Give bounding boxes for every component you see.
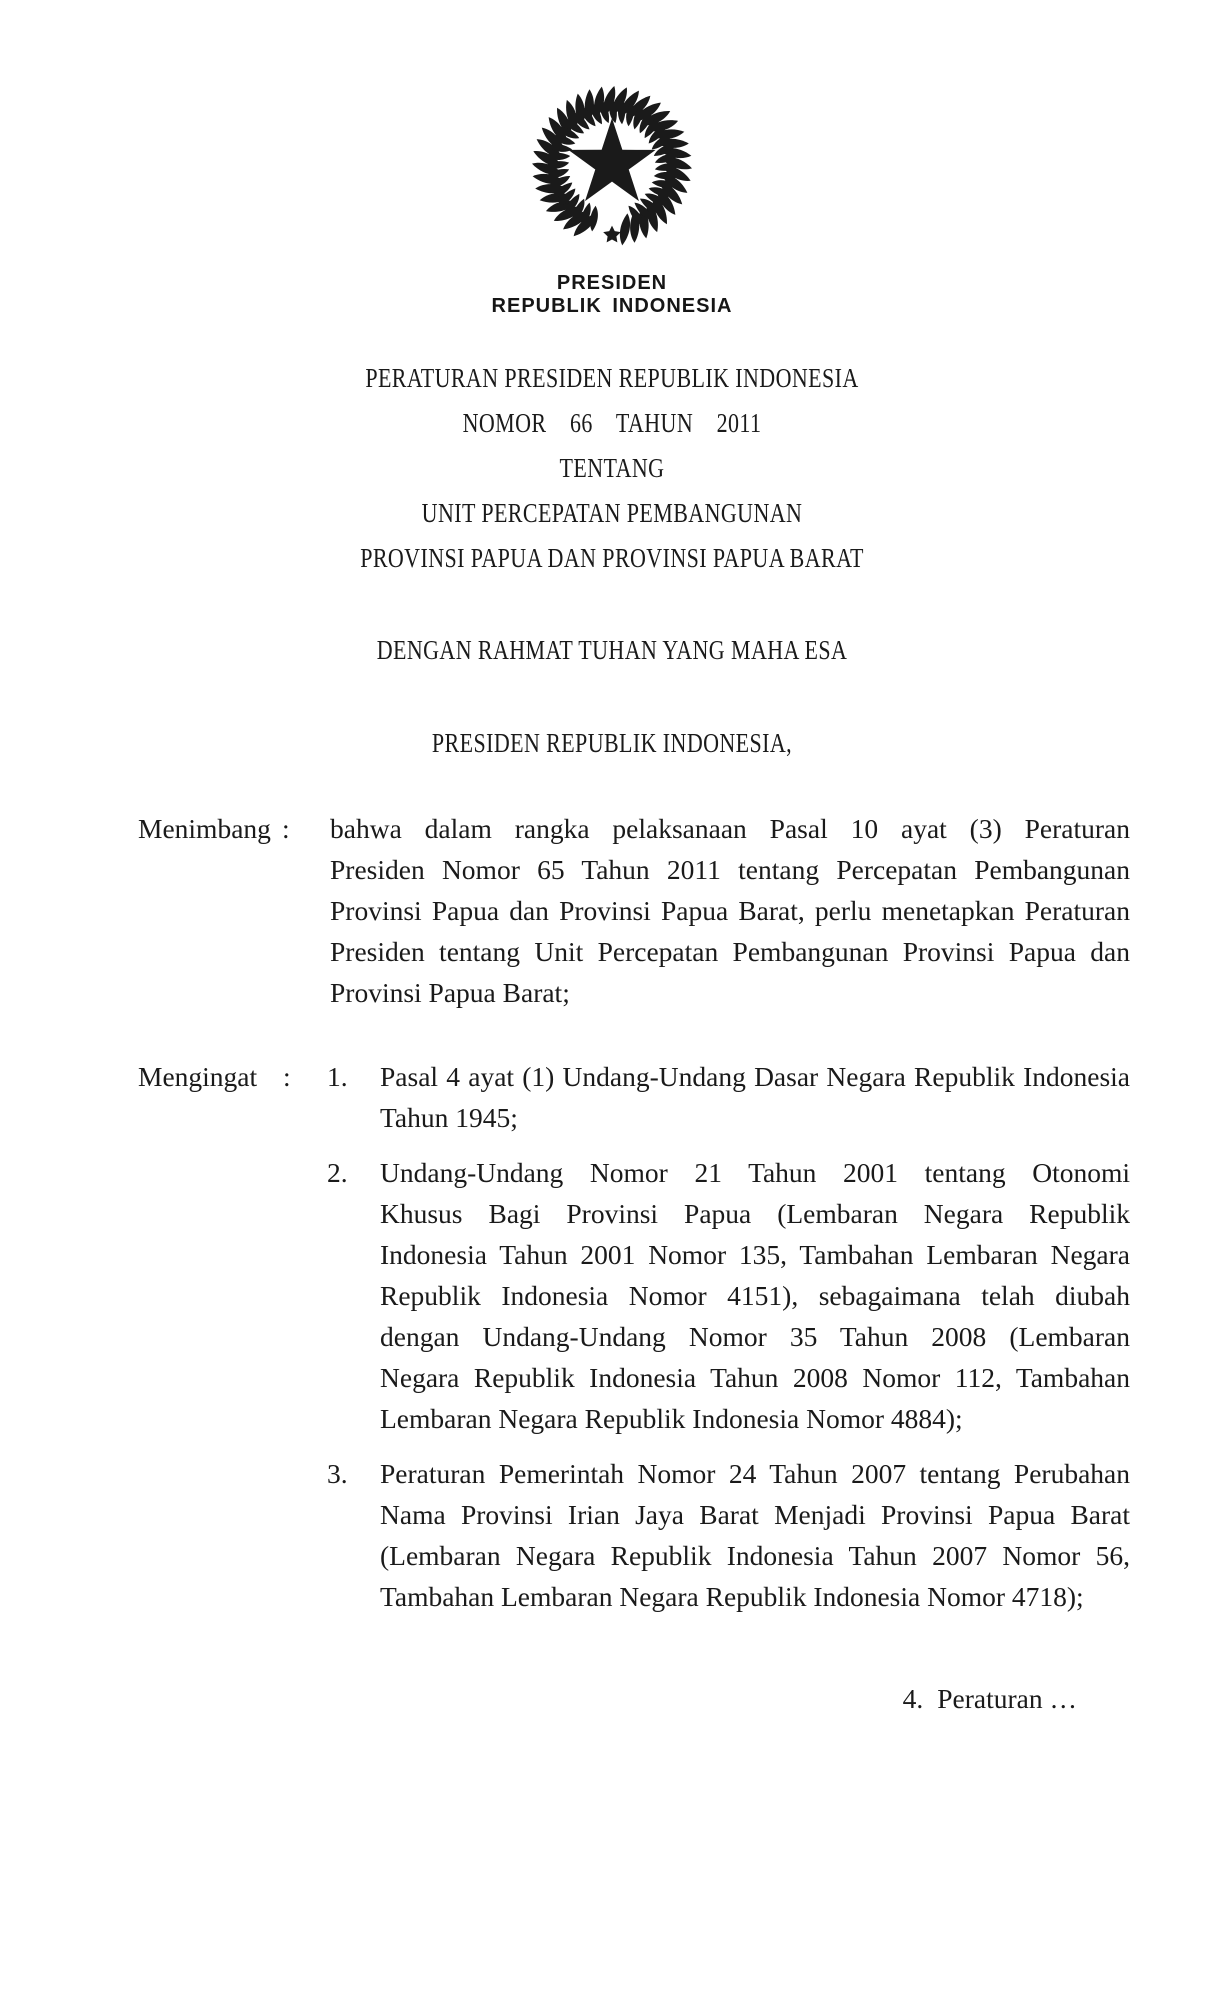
invocation-line: DENGAN RAHMAT TUHAN YANG MAHA ESA (376, 634, 848, 665)
text-line: Provinsi Papua dan Provinsi Papua Barat, perlu menetapkan Peraturan (330, 895, 1130, 926)
mengingat-items (327, 1056, 1130, 1617)
text-line: Indonesia Tahun 2001 Nomor 135, Tambahan Lembaran Negara (380, 1239, 1130, 1270)
enacting-block (0, 720, 1224, 765)
list-item-number: 1. (327, 1061, 348, 1092)
title-block (0, 355, 1224, 580)
mengingat-section (138, 1056, 1130, 1617)
text-line: dengan Undang-Undang Nomor 35 Tahun 2008 (Lembaran (380, 1321, 1130, 1352)
invocation-block (0, 627, 1224, 672)
list-item-number: 3. (327, 1458, 348, 1489)
text-line: Lembaran Negara Republik Indonesia Nomor 4884); (380, 1403, 963, 1434)
text-line: Negara Republik Indonesia Tahun 2008 Nomor 112, Tambahan (380, 1362, 1130, 1393)
text-line: Nama Provinsi Irian Jaya Barat Menjadi Provinsi Papua Barat (380, 1499, 1130, 1530)
letterhead-line2: REPUBLIK INDONESIA (491, 295, 733, 317)
letterhead (0, 272, 1224, 318)
presidential-emblem-icon (524, 80, 700, 252)
menimbang-colon: : (282, 813, 290, 844)
wreath-knot-icon (603, 226, 621, 243)
mengingat-label: Mengingat (138, 1061, 258, 1092)
title-line-subject-1: UNIT PERCEPATAN PEMBANGUNAN (421, 497, 803, 528)
text-line: Undang-Undang Nomor 21 Tahun 2001 tentang Otonomi (380, 1157, 1130, 1188)
list-item-text (380, 1056, 1130, 1138)
list-item-number: 2. (327, 1157, 348, 1188)
letterhead-line1: PRESIDEN (556, 272, 668, 294)
text-line: Tambahan Lembaran Negara Republik Indonesia Nomor 4718); (380, 1581, 1084, 1612)
mengingat-colon: : (283, 1061, 291, 1092)
text-line: Tahun 1945; (380, 1102, 518, 1133)
list-item-text (380, 1152, 1130, 1439)
text-line: (Lembaran Negara Republik Indonesia Tahun 2007 Nomor 56, (380, 1540, 1130, 1571)
catchword-text: Peraturan … (937, 1683, 1077, 1714)
text-line: Pasal 4 ayat (1) Undang-Undang Dasar Negara Republik Indonesia (380, 1061, 1130, 1092)
text-line: Presiden tentang Unit Percepatan Pembangunan Provinsi Papua dan (330, 936, 1130, 967)
text-line: Republik Indonesia Nomor 4151), sebagaimana telah diubah (380, 1280, 1130, 1311)
title-line-regulation: PERATURAN PRESIDEN REPUBLIK INDONESIA (365, 362, 859, 393)
title-line-tentang: TENTANG (559, 452, 665, 483)
text-line: Provinsi Papua Barat; (330, 977, 570, 1008)
title-line-number: NOMOR 66 TAHUN 2011 (462, 407, 762, 438)
list-item-3 (327, 1453, 1130, 1617)
enacting-line: PRESIDEN REPUBLIK INDONESIA, (431, 727, 793, 758)
text-line: bahwa dalam rangka pelaksanaan Pasal 10 ayat (3) Peraturan (330, 813, 1130, 844)
catchword (903, 1678, 1077, 1719)
catchword-number: 4. (902, 1683, 924, 1714)
text-line: Khusus Bagi Provinsi Papua (Lembaran Negara Republik (380, 1198, 1130, 1229)
text-line: Peraturan Pemerintah Nomor 24 Tahun 2007 tentang Perubahan (380, 1458, 1130, 1489)
menimbang-label: Menimbang (138, 813, 271, 844)
text-line: Presiden Nomor 65 Tahun 2011 tentang Percepatan Pembangunan (330, 854, 1130, 885)
list-item-text (380, 1453, 1130, 1617)
title-line-subject-2: PROVINSI PAPUA DAN PROVINSI PAPUA BARAT (360, 542, 864, 573)
menimbang-paragraph (330, 808, 1130, 1013)
list-item-2 (327, 1152, 1130, 1439)
menimbang-section (138, 808, 1130, 1013)
list-item-1 (327, 1056, 1130, 1138)
